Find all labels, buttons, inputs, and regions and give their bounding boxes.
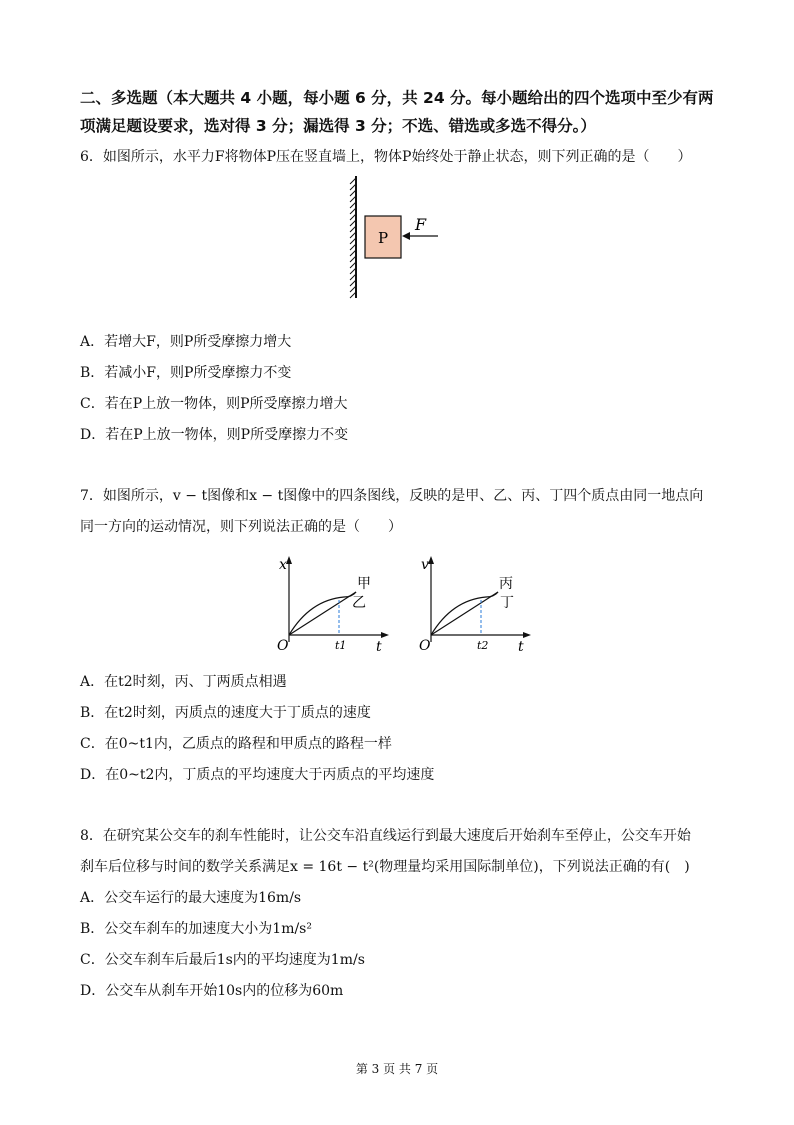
q7-option-b: B．在t2时刻，丙质点的速度大于丁质点的速度 xyxy=(80,705,371,721)
q6-stem: 6．如图所示，水平力F将物体P压在竖直墙上，物体P始终处于静止状态，则下列正确的是（ ） xyxy=(80,149,692,165)
section-heading-line2: 项满足题设要求，选对得 3 分；漏选得 3 分；不选、错选或多选不得分。） xyxy=(80,117,596,135)
q8-option-d: D．公交车从刹车开始10s内的位移为60m xyxy=(80,983,344,999)
q7-option-a: A．在t2时刻，丙、丁两质点相遇 xyxy=(80,674,287,690)
line-yi xyxy=(289,592,356,635)
x-axis-label: t xyxy=(518,639,524,655)
line-ding xyxy=(431,592,498,635)
q6-option-a: A．若增大F，则P所受摩擦力增大 xyxy=(80,334,292,350)
q7-graph-vt xyxy=(414,552,539,657)
origin-label: O xyxy=(277,638,289,654)
t2-label: t2 xyxy=(477,639,489,652)
q8-stem-line1: 8．在研究某公交车的刹车性能时，让公交车沿直线运行到最大速度后开始刹车至停止，公交车开始 xyxy=(80,828,691,844)
t1-label: t1 xyxy=(335,639,347,652)
force-label: F xyxy=(415,215,427,234)
label-ding: 丁 xyxy=(500,595,514,611)
origin-label: O xyxy=(419,638,431,654)
q8-option-a: A．公交车运行的最大速度为16m/s xyxy=(80,890,302,906)
q8-stem-line2: 刹车后位移与时间的数学关系满足x = 16t − t²(物理量均采用国际制单位)，下列说法正确的有( ) xyxy=(80,859,690,875)
y-axis-label: x xyxy=(279,557,287,573)
label-bing: 丙 xyxy=(499,576,513,592)
q8-option-b: B．公交车刹车的加速度大小为1m/s² xyxy=(80,921,312,937)
q7-stem-line2: 同一方向的运动情况，则下列说法正确的是（ ） xyxy=(80,519,402,535)
x-axis-label: t xyxy=(376,639,382,655)
q6-option-b: B．若减小F，则P所受摩擦力不变 xyxy=(80,365,292,381)
label-yi: 乙 xyxy=(352,595,366,611)
section-heading xyxy=(80,84,730,140)
page-footer: 第 3 页 共 7 页 xyxy=(355,1062,439,1076)
q6-option-d: D．若在P上放一物体，则P所受摩擦力不变 xyxy=(80,427,349,443)
q6-option-c: C．若在P上放一物体，则P所受摩擦力增大 xyxy=(80,396,348,412)
q6-figure xyxy=(340,172,450,302)
x-axis-arrow xyxy=(381,632,389,638)
q7-stem-line1: 7．如图所示，v − t图像和x − t图像中的四条图线，反映的是甲、乙、丙、丁四个质点由同一地点向 xyxy=(80,488,704,504)
q7-graph-xt xyxy=(272,552,397,657)
x-axis-arrow xyxy=(523,632,531,638)
q8-option-c: C．公交车刹车后最后1s内的平均速度为1m/s xyxy=(80,952,365,968)
q7-option-d: D．在0~t2内，丁质点的平均速度大于丙质点的平均速度 xyxy=(80,767,435,783)
section-heading-line1: 二、多选题（本大题共 4 小题，每小题 6 分，共 24 分。每小题给出的四个选项中至少有两 xyxy=(80,89,714,107)
force-arrow-head xyxy=(402,232,410,240)
label-jia: 甲 xyxy=(357,576,371,592)
block-p-label: P xyxy=(377,229,389,247)
q7-option-c: C．在0~t1内，乙质点的路程和甲质点的路程一样 xyxy=(80,736,392,752)
y-axis-label: v xyxy=(421,557,429,573)
